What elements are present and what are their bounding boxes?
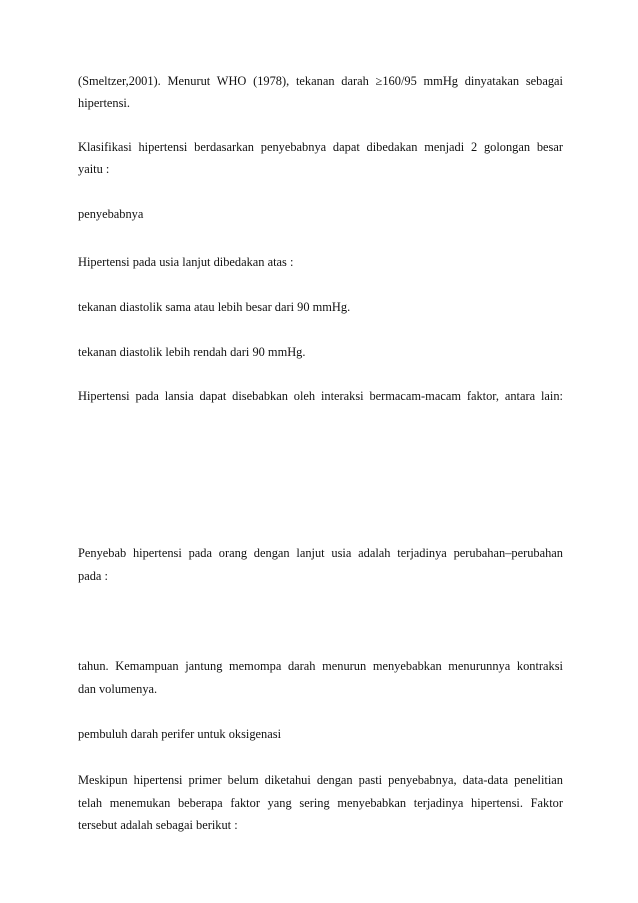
paragraph-line: Penyebab hipertensi pada orang dengan lanjut usia adalah terjadinya perubahan–perubahan: [78, 546, 563, 560]
paragraph-line: dan volumenya.: [78, 682, 158, 696]
paragraph-line: Meskipun hipertensi primer belum diketahui dengan pasti penyebabnya, data-data penelitian: [78, 773, 563, 787]
paragraph-line: pada :: [78, 569, 108, 583]
paragraph-line: Hipertensi pada lansia dapat disebabkan oleh interaksi bermacam-macam faktor, antara lain:: [78, 389, 563, 403]
paragraph-line: tersebut adalah sebagai berikut :: [78, 818, 238, 832]
paragraph-line: hipertensi.: [78, 96, 130, 110]
paragraph-line: tahun. Kemampuan jantung memompa darah menurun menyebabkan menurunnya kontraksi: [78, 659, 563, 673]
paragraph-line: penyebabnya: [78, 207, 144, 221]
paragraph-line: yaitu :: [78, 162, 110, 176]
paragraph-line: pembuluh darah perifer untuk oksigenasi: [78, 727, 282, 741]
paragraph-line: Hipertensi pada usia lanjut dibedakan atas :: [78, 255, 294, 269]
paragraph-line: tekanan diastolik sama atau lebih besar dari 90 mmHg.: [78, 300, 351, 314]
paragraph-line: tekanan diastolik lebih rendah dari 90 mmHg.: [78, 345, 306, 359]
paragraph-line: (Smeltzer,2001). Menurut WHO (1978), tekanan darah ≥160/95 mmHg dinyatakan sebagai: [78, 74, 563, 88]
paragraph-line: telah menemukan beberapa faktor yang sering menyebabkan terjadinya hipertensi. Faktor: [78, 796, 563, 810]
paragraph-line: Klasifikasi hipertensi berdasarkan penyebabnya dapat dibedakan menjadi 2 golongan besar: [78, 140, 563, 154]
